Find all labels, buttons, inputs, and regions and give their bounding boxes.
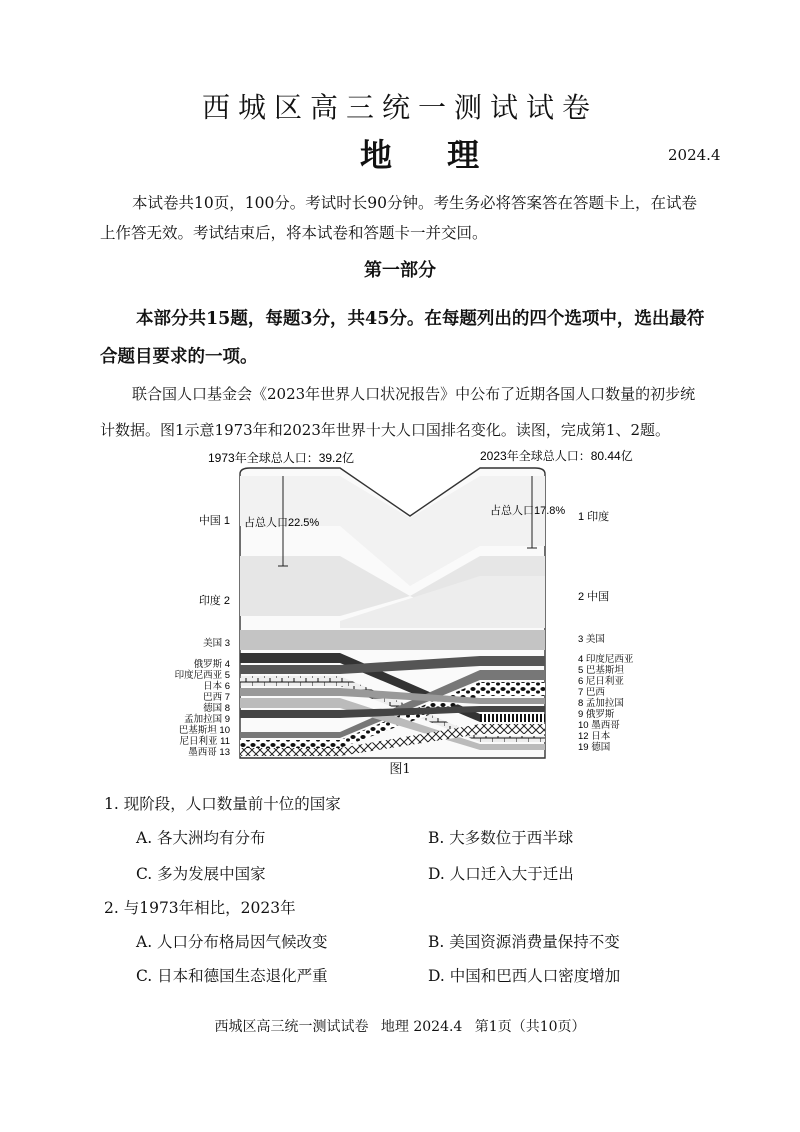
left-label-name: 德国 8	[203, 703, 230, 714]
question-2-option-c: C. 日本和德国生态退化严重	[136, 967, 328, 985]
left-label-name: 印度尼西亚 5	[174, 670, 230, 681]
left-label-name: 巴西 7	[203, 692, 230, 703]
right-label-name: 19 德国	[578, 742, 611, 753]
question-1-option-a: A. 各大洲均有分布	[136, 829, 266, 847]
left-label-name: 孟加拉国 9	[184, 714, 230, 725]
right-label-name: 5 巴基斯坦	[578, 665, 624, 676]
question-2-option-b: B. 美国资源消费量保持不变	[428, 933, 620, 951]
left-label-name: 墨西哥 13	[188, 747, 230, 758]
right-rank-labels	[578, 509, 634, 753]
figure-caption: 图1	[389, 762, 411, 777]
right-label-name: 7 巴西	[578, 687, 605, 698]
flow-usa	[240, 630, 545, 650]
left-label-name: 尼日利亚 11	[179, 736, 230, 747]
question-1-option-c: C. 多为发展中国家	[136, 865, 266, 883]
left-label-name: 日本 6	[203, 681, 230, 692]
right-label-name: 12 日本	[578, 731, 611, 742]
part-title: 第一部分	[364, 260, 436, 281]
left-label-name: 俄罗斯 4	[193, 659, 230, 670]
left-total-label: 1973年全球总人口：39.2亿	[208, 451, 355, 465]
exam-date: 2024.4	[668, 146, 721, 164]
right-label-name: 10 墨西哥	[578, 720, 620, 731]
right-label-name: 3 美国	[578, 634, 605, 645]
question-2-option-d: D. 中国和巴西人口密度增加	[428, 967, 621, 985]
footer-subject-date: 地理 2024.4	[380, 1019, 463, 1035]
left-label-name: 印度 2	[198, 595, 230, 607]
left-share-label: 占总人口22.5%	[244, 517, 320, 529]
question-1-option-d: D. 人口迁入大于迁出	[428, 865, 574, 883]
exam-title: 西城区高三统一测试试卷	[201, 91, 598, 124]
left-label-name: 美国 3	[203, 638, 230, 649]
right-share-label: 占总人口17.8%	[490, 505, 566, 517]
left-label-name: 巴基斯坦 10	[178, 725, 230, 736]
right-label-name: 8 孟加拉国	[578, 698, 624, 709]
right-label-name: 4 印度尼西亚	[578, 654, 634, 665]
left-rank-labels	[175, 513, 230, 758]
question-1-stem: 1. 现阶段，人口数量前十位的国家	[104, 795, 341, 813]
footer-exam-title: 西城区高三统一测试试卷	[214, 1019, 369, 1035]
question-1-option-b: B. 大多数位于西半球	[428, 829, 574, 847]
question-2-stem: 2. 与1973年相比，2023年	[104, 899, 296, 917]
population-rank-figure	[174, 446, 634, 762]
exam-instructions: 本试卷共10页，100分。考试时长90分钟。考生务必将答案答在答题卡上，在试卷上作答无效。考试结束后，将本试卷和答题卡一并交回。	[100, 194, 698, 242]
right-label-name: 2 中国	[578, 591, 610, 603]
subject-title: 地 理	[360, 136, 502, 174]
part-instruction: 本部分共15题，每题3分，共45分。在每题列出的四个选项中，选出最符合题目要求的一项。	[100, 309, 705, 367]
question-context: 联合国人口基金会《2023年世界人口状况报告》中公布了近期各国人口数量的初步统计数据。图1示意1973年和2023年世界十大人口国排名变化。读图，完成第1、2题。	[100, 385, 696, 439]
right-label-name: 1 印度	[578, 511, 610, 523]
left-label-name: 中国 1	[198, 515, 230, 527]
page-footer	[0, 1016, 800, 1036]
right-label-name: 6 尼日利亚	[578, 676, 624, 687]
question-2-option-a: A. 人口分布格局因气候改变	[136, 933, 328, 951]
right-total-label: 2023年全球总人口：80.44亿	[480, 449, 633, 463]
right-label-name: 9 俄罗斯	[578, 709, 615, 720]
footer-page-number: 第1页（共10页）	[474, 1019, 586, 1035]
